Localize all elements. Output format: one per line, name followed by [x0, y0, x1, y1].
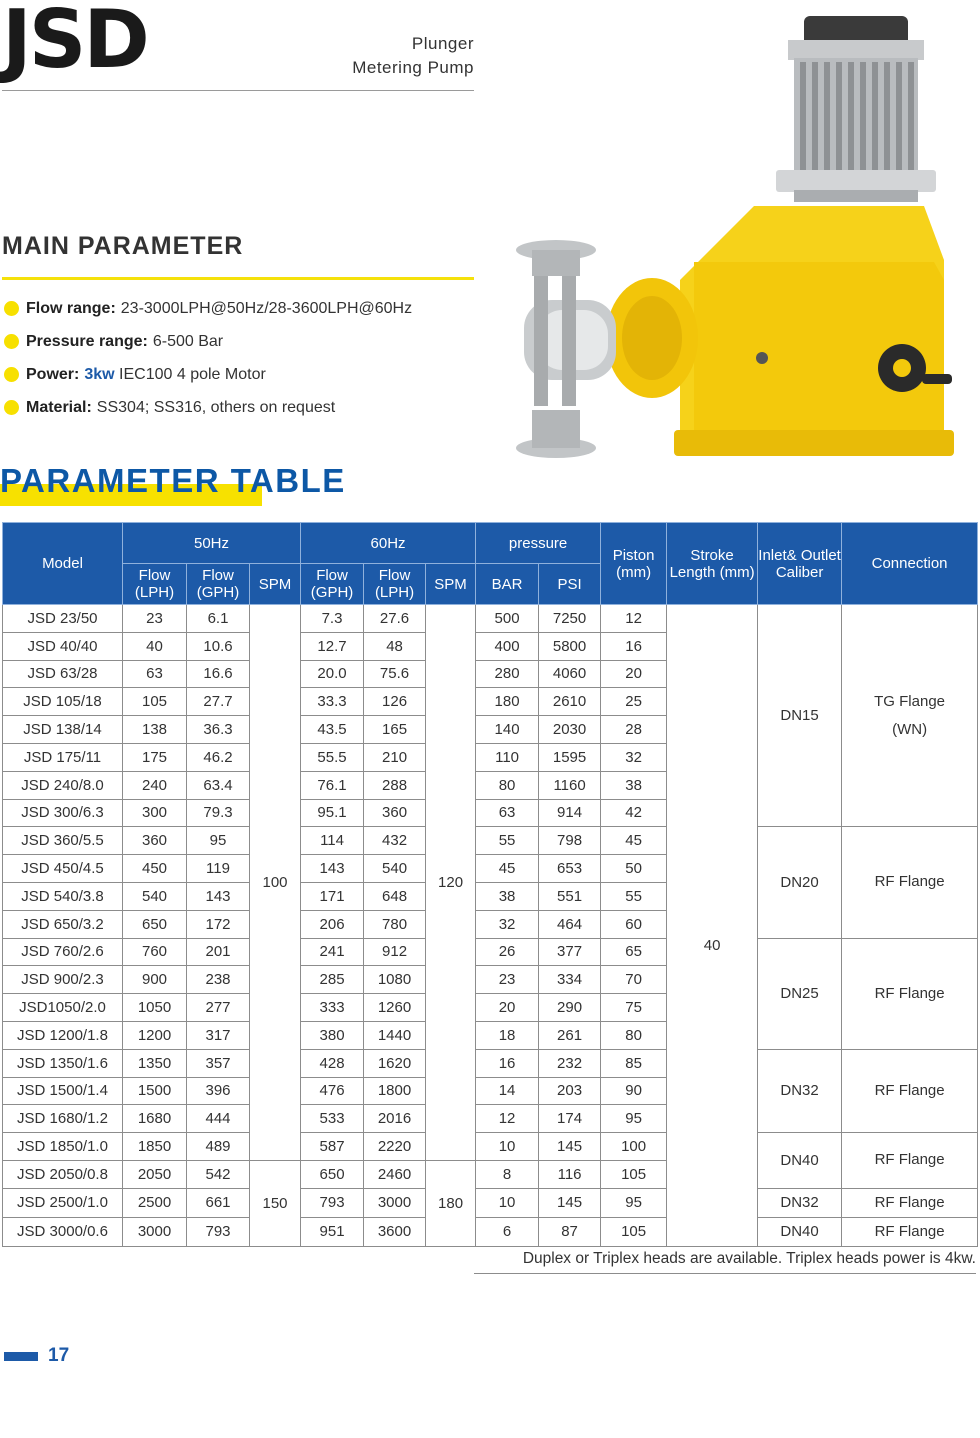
- cell-flow-gph-60: 650: [301, 1160, 364, 1188]
- cell-model: JSD 175/11: [3, 743, 123, 771]
- cell-flow-gph-60: 114: [301, 827, 364, 855]
- cell-model: JSD 2500/1.0: [3, 1188, 123, 1217]
- cell-piston: 95: [601, 1188, 667, 1217]
- table-row: [3, 1188, 978, 1217]
- footnote-underline: [474, 1273, 976, 1274]
- cell-bar: 14: [476, 1077, 539, 1105]
- cell-flow-gph-50: 277: [187, 994, 250, 1022]
- connection-line-1: RF Flange: [874, 1193, 945, 1211]
- cell-model: JSD 760/2.6: [3, 938, 123, 966]
- cell-spm-50: 100: [250, 605, 301, 1161]
- cell-spm-50: 150: [250, 1160, 301, 1246]
- cell-flow-gph-60: 76.1: [301, 771, 364, 799]
- cell-model: JSD 138/14: [3, 716, 123, 744]
- cell-flow-gph-60: 143: [301, 855, 364, 883]
- cell-psi: 7250: [539, 605, 601, 633]
- cell-flow-lph-50: 760: [123, 938, 187, 966]
- cell-flow-lph-60: 2460: [364, 1160, 426, 1188]
- cell-caliber: DN40: [758, 1133, 842, 1189]
- cell-flow-gph-60: 95.1: [301, 799, 364, 827]
- cell-flow-gph-50: 201: [187, 938, 250, 966]
- cell-model: JSD 1680/1.2: [3, 1105, 123, 1133]
- cell-flow-gph-50: 6.1: [187, 605, 250, 633]
- cell-model: JSD 1350/1.6: [3, 1049, 123, 1077]
- header-pressure: pressure: [476, 523, 601, 564]
- header-piston: Piston (mm): [601, 523, 667, 605]
- parameter-value: 6-500 Bar: [152, 333, 224, 350]
- cell-flow-gph-60: 476: [301, 1077, 364, 1105]
- cell-flow-gph-50: 79.3: [187, 799, 250, 827]
- cell-caliber: DN40: [758, 1217, 842, 1246]
- header-flow-gph-50: Flow (GPH): [187, 564, 250, 605]
- cell-flow-gph-50: 793: [187, 1217, 250, 1246]
- cell-model: JSD 1500/1.4: [3, 1077, 123, 1105]
- cell-flow-lph-50: 3000: [123, 1217, 187, 1246]
- cell-bar: 63: [476, 799, 539, 827]
- cell-psi: 116: [539, 1160, 601, 1188]
- cell-bar: 180: [476, 688, 539, 716]
- cell-flow-lph-50: 450: [123, 855, 187, 883]
- cell-model: JSD 1850/1.0: [3, 1133, 123, 1161]
- cell-flow-lph-60: 540: [364, 855, 426, 883]
- cell-model: JSD1050/2.0: [3, 994, 123, 1022]
- cell-piston: 105: [601, 1160, 667, 1188]
- cell-flow-gph-50: 238: [187, 966, 250, 994]
- cell-flow-gph-60: 241: [301, 938, 364, 966]
- cell-flow-lph-60: 126: [364, 688, 426, 716]
- cell-model: JSD 105/18: [3, 688, 123, 716]
- header-model: Model: [3, 523, 123, 605]
- cell-flow-gph-60: 7.3: [301, 605, 364, 633]
- cell-bar: 110: [476, 743, 539, 771]
- brand-title: JSD: [2, 0, 147, 86]
- cell-connection: [842, 1049, 978, 1132]
- parameter-value: IEC100 4 pole Motor: [119, 366, 266, 383]
- cell-caliber: DN32: [758, 1188, 842, 1217]
- cell-flow-gph-60: 428: [301, 1049, 364, 1077]
- parameter-label: Flow range:: [26, 300, 116, 317]
- cell-flow-lph-60: 1800: [364, 1077, 426, 1105]
- cell-model: JSD 3000/0.6: [3, 1217, 123, 1246]
- cell-flow-lph-50: 1850: [123, 1133, 187, 1161]
- main-parameter-title: MAIN PARAMETER: [2, 232, 244, 260]
- cell-bar: 80: [476, 771, 539, 799]
- table-row: [3, 938, 978, 966]
- cell-psi: 261: [539, 1021, 601, 1049]
- cell-piston: 100: [601, 1133, 667, 1161]
- connection-line-1: RF Flange: [874, 984, 945, 1002]
- cell-bar: 400: [476, 632, 539, 660]
- cell-flow-lph-50: 360: [123, 827, 187, 855]
- cell-flow-gph-50: 63.4: [187, 771, 250, 799]
- cell-model: JSD 450/4.5: [3, 855, 123, 883]
- cell-flow-gph-60: 20.0: [301, 660, 364, 688]
- cell-bar: 16: [476, 1049, 539, 1077]
- cell-flow-gph-50: 46.2: [187, 743, 250, 771]
- cell-bar: 38: [476, 882, 539, 910]
- cell-connection: [842, 938, 978, 1049]
- cell-flow-lph-50: 1200: [123, 1021, 187, 1049]
- cell-psi: 2030: [539, 716, 601, 744]
- cell-psi: 174: [539, 1105, 601, 1133]
- cell-psi: 2610: [539, 688, 601, 716]
- cell-caliber: DN15: [758, 605, 842, 827]
- header-psi: PSI: [539, 564, 601, 605]
- cell-flow-gph-60: 333: [301, 994, 364, 1022]
- cell-piston: 55: [601, 882, 667, 910]
- parameter-value-highlight: 3kw: [84, 366, 115, 383]
- header-spm-50: SPM: [250, 564, 301, 605]
- cell-flow-lph-50: 105: [123, 688, 187, 716]
- cell-flow-lph-50: 650: [123, 910, 187, 938]
- cell-caliber: DN25: [758, 938, 842, 1049]
- cell-flow-gph-50: 172: [187, 910, 250, 938]
- cell-connection: [842, 1217, 978, 1246]
- cell-flow-lph-60: 780: [364, 910, 426, 938]
- cell-flow-lph-60: 1260: [364, 994, 426, 1022]
- cell-psi: 377: [539, 938, 601, 966]
- parameter-power: [4, 362, 412, 395]
- cell-flow-lph-60: 360: [364, 799, 426, 827]
- cell-flow-gph-50: 10.6: [187, 632, 250, 660]
- cell-psi: 203: [539, 1077, 601, 1105]
- cell-flow-gph-50: 16.6: [187, 660, 250, 688]
- cell-piston: 65: [601, 938, 667, 966]
- cell-flow-lph-50: 900: [123, 966, 187, 994]
- cell-piston: 75: [601, 994, 667, 1022]
- header-bar: BAR: [476, 564, 539, 605]
- cell-flow-lph-60: 648: [364, 882, 426, 910]
- table-row: [3, 827, 978, 855]
- table-row: [3, 605, 978, 633]
- bullet-dot-icon: [4, 301, 19, 316]
- cell-flow-gph-50: 143: [187, 882, 250, 910]
- pump-product-image: [504, 10, 974, 480]
- cell-piston: 12: [601, 605, 667, 633]
- cell-flow-gph-50: 119: [187, 855, 250, 883]
- cell-piston: 85: [601, 1049, 667, 1077]
- cell-bar: 6: [476, 1217, 539, 1246]
- cell-piston: 90: [601, 1077, 667, 1105]
- cell-piston: 60: [601, 910, 667, 938]
- cell-flow-lph-50: 1050: [123, 994, 187, 1022]
- cell-flow-gph-50: 357: [187, 1049, 250, 1077]
- cell-piston: 25: [601, 688, 667, 716]
- cell-flow-lph-50: 63: [123, 660, 187, 688]
- cell-psi: 5800: [539, 632, 601, 660]
- cell-flow-lph-60: 48: [364, 632, 426, 660]
- table-row: [3, 1049, 978, 1077]
- cell-bar: 280: [476, 660, 539, 688]
- parameter-material: [4, 395, 412, 428]
- cell-flow-lph-60: 288: [364, 771, 426, 799]
- cell-flow-lph-60: 210: [364, 743, 426, 771]
- header-60hz: 60Hz: [301, 523, 476, 564]
- cell-flow-gph-50: 317: [187, 1021, 250, 1049]
- cell-flow-lph-50: 2050: [123, 1160, 187, 1188]
- cell-psi: 290: [539, 994, 601, 1022]
- cell-bar: 55: [476, 827, 539, 855]
- parameter-table: [2, 522, 978, 1247]
- header-flow-lph-60: Flow (LPH): [364, 564, 426, 605]
- cell-flow-gph-60: 285: [301, 966, 364, 994]
- cell-flow-gph-60: 587: [301, 1133, 364, 1161]
- cell-flow-gph-60: 951: [301, 1217, 364, 1246]
- cell-model: JSD 540/3.8: [3, 882, 123, 910]
- cell-flow-lph-50: 138: [123, 716, 187, 744]
- cell-flow-gph-60: 206: [301, 910, 364, 938]
- cell-flow-gph-50: 444: [187, 1105, 250, 1133]
- cell-model: JSD 240/8.0: [3, 771, 123, 799]
- cell-piston: 45: [601, 827, 667, 855]
- cell-flow-lph-60: 27.6: [364, 605, 426, 633]
- bullet-dot-icon: [4, 367, 19, 382]
- product-subtitle: [352, 32, 474, 80]
- cell-flow-gph-60: 43.5: [301, 716, 364, 744]
- cell-model: JSD 23/50: [3, 605, 123, 633]
- cell-flow-lph-60: 3600: [364, 1217, 426, 1246]
- cell-flow-gph-50: 95: [187, 827, 250, 855]
- cell-connection: [842, 1188, 978, 1217]
- page-number: 17: [48, 1345, 70, 1366]
- cell-flow-gph-60: 793: [301, 1188, 364, 1217]
- cell-flow-lph-60: 912: [364, 938, 426, 966]
- cell-flow-lph-50: 1500: [123, 1077, 187, 1105]
- cell-flow-lph-50: 1680: [123, 1105, 187, 1133]
- table-row: [3, 1133, 978, 1161]
- cell-caliber: DN20: [758, 827, 842, 938]
- parameter-value: 23-3000LPH@50Hz/28-3600LPH@60Hz: [120, 300, 413, 317]
- parameter-flow-range: [4, 296, 412, 329]
- cell-flow-gph-50: 27.7: [187, 688, 250, 716]
- cell-flow-gph-60: 380: [301, 1021, 364, 1049]
- main-parameter-underline: [2, 277, 474, 280]
- cell-flow-lph-50: 175: [123, 743, 187, 771]
- cell-psi: 1160: [539, 771, 601, 799]
- cell-connection: [842, 827, 978, 938]
- parameter-pressure-range: [4, 329, 412, 362]
- cell-model: JSD 1200/1.8: [3, 1021, 123, 1049]
- cell-model: JSD 63/28: [3, 660, 123, 688]
- cell-model: JSD 300/6.3: [3, 799, 123, 827]
- header-divider: [2, 90, 474, 91]
- cell-flow-gph-60: 33.3: [301, 688, 364, 716]
- cell-flow-lph-60: 1440: [364, 1021, 426, 1049]
- header-stroke-length: Stroke Length (mm): [667, 523, 758, 605]
- bullet-dot-icon: [4, 334, 19, 349]
- cell-psi: 232: [539, 1049, 601, 1077]
- cell-flow-lph-60: 75.6: [364, 660, 426, 688]
- cell-flow-lph-60: 2016: [364, 1105, 426, 1133]
- cell-piston: 50: [601, 855, 667, 883]
- cell-bar: 10: [476, 1188, 539, 1217]
- cell-piston: 80: [601, 1021, 667, 1049]
- cell-connection: [842, 605, 978, 827]
- connection-line-1: TG Flange: [874, 692, 946, 710]
- cell-flow-gph-50: 661: [187, 1188, 250, 1217]
- cell-flow-lph-60: 3000: [364, 1188, 426, 1217]
- cell-model: JSD 360/5.5: [3, 827, 123, 855]
- cell-bar: 18: [476, 1021, 539, 1049]
- cell-flow-lph-50: 1350: [123, 1049, 187, 1077]
- cell-bar: 20: [476, 994, 539, 1022]
- cell-flow-lph-50: 23: [123, 605, 187, 633]
- cell-psi: 464: [539, 910, 601, 938]
- subtitle-line-1: Plunger: [411, 34, 474, 53]
- cell-psi: 551: [539, 882, 601, 910]
- cell-model: JSD 900/2.3: [3, 966, 123, 994]
- cell-flow-gph-60: 12.7: [301, 632, 364, 660]
- header-50hz: 50Hz: [123, 523, 301, 564]
- connection-line-1: RF Flange: [874, 873, 945, 891]
- connection-line-1: RF Flange: [874, 1222, 945, 1240]
- header-flow-gph-60: Flow (GPH): [301, 564, 364, 605]
- header-connection: Connection: [842, 523, 978, 605]
- cell-flow-lph-50: 540: [123, 882, 187, 910]
- cell-bar: 500: [476, 605, 539, 633]
- cell-flow-gph-60: 171: [301, 882, 364, 910]
- connection-line-1: RF Flange: [874, 1081, 945, 1099]
- cell-piston: 105: [601, 1217, 667, 1246]
- cell-flow-lph-50: 2500: [123, 1188, 187, 1217]
- cell-piston: 16: [601, 632, 667, 660]
- cell-flow-lph-50: 40: [123, 632, 187, 660]
- cell-psi: 145: [539, 1188, 601, 1217]
- cell-piston: 42: [601, 799, 667, 827]
- cell-bar: 45: [476, 855, 539, 883]
- cell-flow-gph-60: 55.5: [301, 743, 364, 771]
- table-footnote: Duplex or Triplex heads are available. Triplex heads power is 4kw.: [522, 1250, 976, 1267]
- parameter-label: Pressure range:: [26, 333, 148, 350]
- cell-psi: 334: [539, 966, 601, 994]
- cell-flow-lph-50: 240: [123, 771, 187, 799]
- cell-psi: 914: [539, 799, 601, 827]
- header-inlet-outlet-caliber: Inlet& Outlet Caliber: [758, 523, 842, 605]
- cell-flow-lph-60: 165: [364, 716, 426, 744]
- cell-model: JSD 40/40: [3, 632, 123, 660]
- cell-piston: 20: [601, 660, 667, 688]
- cell-piston: 95: [601, 1105, 667, 1133]
- cell-model: JSD 650/3.2: [3, 910, 123, 938]
- main-parameter-list: [4, 296, 412, 428]
- parameter-table-body: [3, 605, 978, 1247]
- table-row: [3, 1217, 978, 1246]
- cell-piston: 70: [601, 966, 667, 994]
- cell-bar: 140: [476, 716, 539, 744]
- cell-bar: 12: [476, 1105, 539, 1133]
- cell-flow-lph-60: 432: [364, 827, 426, 855]
- cell-flow-lph-60: 1080: [364, 966, 426, 994]
- cell-bar: 10: [476, 1133, 539, 1161]
- cell-flow-gph-50: 396: [187, 1077, 250, 1105]
- cell-flow-lph-60: 2220: [364, 1133, 426, 1161]
- cell-bar: 26: [476, 938, 539, 966]
- cell-piston: 28: [601, 716, 667, 744]
- cell-psi: 798: [539, 827, 601, 855]
- parameter-table-title: PARAMETER TABLE: [0, 462, 346, 499]
- page-number-bar: [4, 1352, 38, 1361]
- cell-psi: 4060: [539, 660, 601, 688]
- cell-flow-lph-60: 1620: [364, 1049, 426, 1077]
- cell-piston: 38: [601, 771, 667, 799]
- parameter-value: SS304; SS316, others on request: [96, 399, 336, 416]
- bullet-dot-icon: [4, 400, 19, 415]
- cell-bar: 8: [476, 1160, 539, 1188]
- cell-connection: [842, 1133, 978, 1189]
- cell-model: JSD 2050/0.8: [3, 1160, 123, 1188]
- cell-flow-gph-50: 542: [187, 1160, 250, 1188]
- header-flow-lph-50: Flow (LPH): [123, 564, 187, 605]
- cell-bar: 32: [476, 910, 539, 938]
- cell-flow-lph-50: 300: [123, 799, 187, 827]
- cell-flow-gph-50: 36.3: [187, 716, 250, 744]
- cell-caliber: DN32: [758, 1049, 842, 1132]
- connection-line-1: RF Flange: [874, 1151, 945, 1169]
- cell-piston: 32: [601, 743, 667, 771]
- cell-spm-60: 120: [426, 605, 476, 1161]
- parameter-label: Material:: [26, 399, 92, 416]
- parameter-label: Power:: [26, 366, 80, 383]
- cell-psi: 87: [539, 1217, 601, 1246]
- cell-stroke-length: 40: [667, 605, 758, 1247]
- cell-psi: 653: [539, 855, 601, 883]
- cell-bar: 23: [476, 966, 539, 994]
- cell-flow-gph-60: 533: [301, 1105, 364, 1133]
- cell-psi: 145: [539, 1133, 601, 1161]
- connection-line-2: (WN): [892, 720, 928, 738]
- cell-flow-gph-50: 489: [187, 1133, 250, 1161]
- cell-psi: 1595: [539, 743, 601, 771]
- subtitle-line-2: Metering Pump: [352, 58, 474, 77]
- header-spm-60: SPM: [426, 564, 476, 605]
- cell-spm-60: 180: [426, 1160, 476, 1246]
